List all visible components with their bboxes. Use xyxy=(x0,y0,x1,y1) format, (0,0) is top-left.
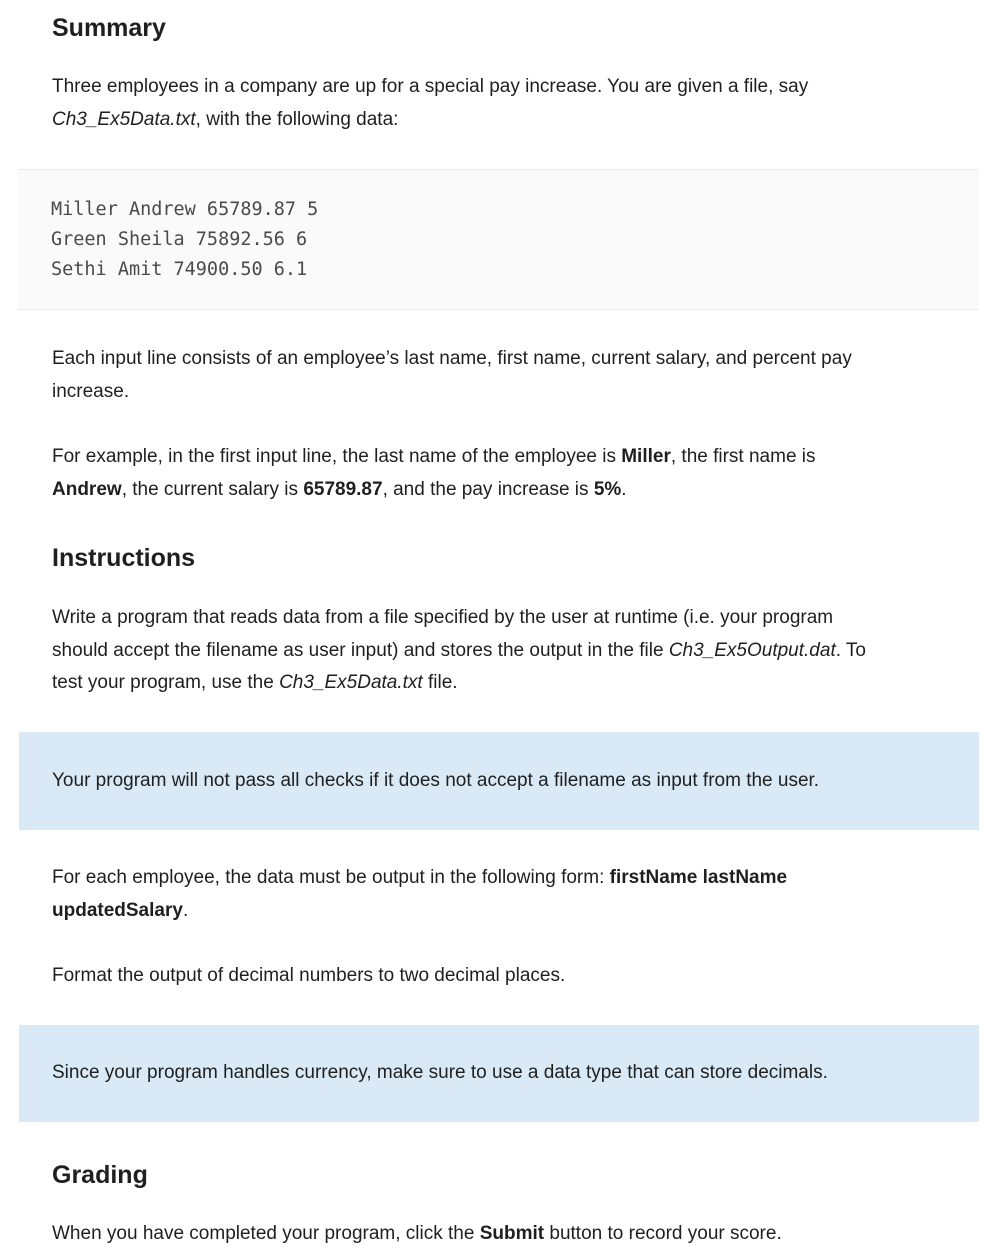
data-file-name: Ch3_Ex5Data.txt xyxy=(52,108,196,130)
summary-heading: Summary xyxy=(52,14,166,42)
output-format-paragraph: For each employee, the data must be output in the following form: firstName lastName updatedSalary. xyxy=(52,867,788,921)
output-file-name: Ch3_Ex5Output.dat xyxy=(668,639,836,661)
test-data-file-name: Ch3_Ex5Data.txt xyxy=(279,672,423,693)
grading-heading: Grading xyxy=(52,1161,148,1189)
data-line-2: Green Sheila 75892.56 6 xyxy=(51,229,308,250)
submit-button-reference: Submit xyxy=(479,1223,545,1244)
input-line-explanation: Each input line consists of an employee’s last name, first name, current salary, and percent pay increase. xyxy=(52,348,852,402)
example-paragraph: For example, in the first input line, the last name of the employee is Miller, the first name is Andrew, the current salary is 65789.87, and the pay increase is 5%. xyxy=(52,446,816,500)
format-first-last-name: firstName lastName xyxy=(609,867,788,888)
currency-callout-text: Since your program handles currency, make sure to use a data type that can store decimals. xyxy=(52,1062,828,1083)
summary-intro xyxy=(52,71,952,136)
filename-callout xyxy=(19,732,979,830)
data-line-1: Miller Andrew 65789.87 5 xyxy=(51,199,319,220)
grading-paragraph: When you have completed your program, click the Submit button to record your score. xyxy=(52,1223,782,1244)
example-last-name: Miller xyxy=(621,446,671,467)
example-first-name: Andrew xyxy=(52,478,122,500)
instructions-heading: Instructions xyxy=(52,544,196,572)
decimal-format-text: Format the output of decimal numbers to two decimal places. xyxy=(52,965,566,986)
example-salary: 65789.87 xyxy=(303,478,383,500)
data-line-3: Sethi Amit 74900.50 6.1 xyxy=(51,259,308,280)
currency-callout xyxy=(19,1025,979,1122)
format-updated-salary: updatedSalary xyxy=(52,899,183,921)
example-increase: 5% xyxy=(593,478,622,500)
filename-callout-text: Your program will not pass all checks if it does not accept a filename as input from the user. xyxy=(52,770,820,791)
summary-intro-tail: , with the following data: xyxy=(195,108,399,130)
summary-intro-text: Three employees in a company are up for a special pay increase. You are given a file, say xyxy=(52,76,809,97)
instructions-paragraph: Write a program that reads data from a file specified by the user at runtime (i.e. your program should accept the filename as user input) and stores the output in the file Ch3_Ex5Output.dat. To test your program, use the Ch3_Ex5Data.txt file. xyxy=(52,607,866,693)
data-code-block xyxy=(18,169,979,310)
